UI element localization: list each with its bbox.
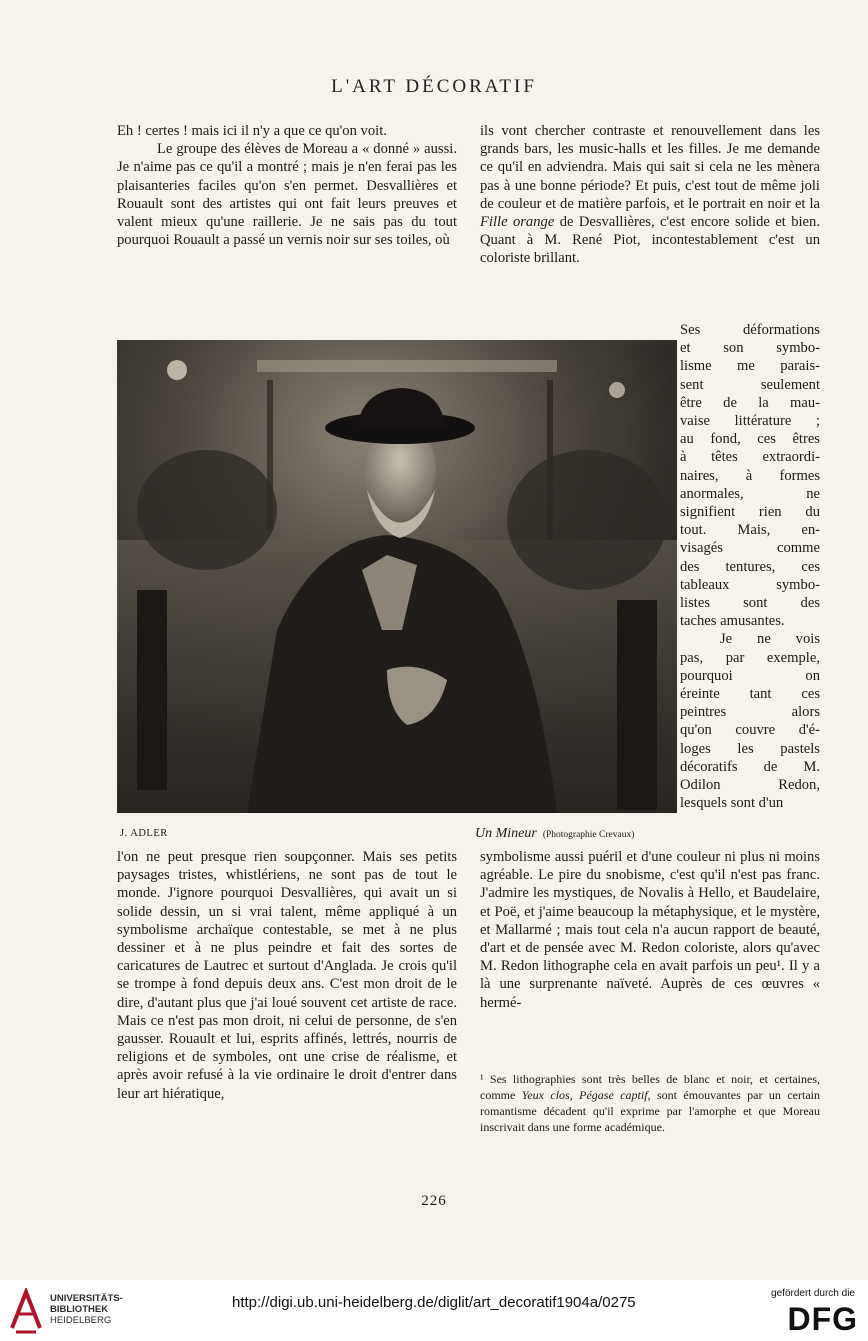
text-line: sent seulement xyxy=(680,376,820,393)
paragraph: l'on ne peut presque rien soupçonner. Mais ses petits paysages tristes, whistlériens, ne sont pas de tout le monde. J'ignore pourquoi Desvallières, qui avait un si solide dessin, un si vrai talent, même appliqué à un symbolisme archaïque contestable, se met à ne plus dessiner et à ne plus peindre et fait des sortes de caricatures de Lautrec et surtout d'Anglada. Je crois qu'il se trompe à fond depuis deux ans. C'est mon droit de le dire, d'autant plus que j'ai loué souvent cet artiste de race. Mais ce n'est pas mon droit, ni celui de personne, de s'en gausser. Rouault et lui, esprits affinés, lettrés, nourris de religions et de symboles, ont une crise de réalisme, et après avoir refusé à la vie ordinaire le droit d'entrer dans leur art hiératique, xyxy=(117,849,457,1102)
text-line: visagés comme xyxy=(680,540,820,557)
caption-title-credit xyxy=(475,826,634,842)
left-column-bottom xyxy=(117,848,457,1103)
text-run: ¹ Ses lithographies sont très belles de blanc et noir, et certaines, comme xyxy=(480,1072,820,1102)
uni-name-line: HEIDELBERG xyxy=(50,1315,112,1326)
left-column-top xyxy=(117,122,457,249)
right-column-bottom xyxy=(480,848,820,1012)
text-line: listes sont des xyxy=(680,595,820,612)
text-line: tableaux symbo- xyxy=(680,576,820,593)
text-run: ils vont chercher contraste et renouvellement dans les grands bars, les music-halls et les filles. Je me demande ce qu'il en adviendra. Mais qui sait si cela ne les mènera pas à une bonne période? Et puis, c'est tout de même joli de couleur et de matière parfois, et le portrait en noir et la xyxy=(480,123,820,212)
text-run: de Desvallières, c'est encore solide et bien. Quant à M. René Piot, incontestablement c'est un coloriste brillant. xyxy=(480,214,820,267)
text-line: vaise littérature ; xyxy=(680,413,820,430)
painting-reproduction xyxy=(117,340,677,813)
viewer-footer xyxy=(0,1280,868,1341)
text-line: des tentures, ces xyxy=(680,558,820,575)
uni-name-line: UNIVERSITÄTS- xyxy=(50,1293,123,1304)
right-column-top xyxy=(480,122,820,268)
painting-image xyxy=(117,340,677,813)
text-line: signifient rien du xyxy=(680,504,820,521)
text-line: être de la mau- xyxy=(680,394,820,411)
text-line: à têtes extraordi- xyxy=(680,449,820,466)
university-library-logo-icon[interactable] xyxy=(8,1288,44,1334)
text-line: peintres alors xyxy=(680,704,820,721)
artwork-titles: Yeux clos, Pégase captif xyxy=(521,1088,648,1102)
text-line: lesquels sont d'un xyxy=(680,795,784,812)
paragraph xyxy=(480,122,820,268)
paragraph: Le groupe des élèves de Moreau a « donné » aussi. Je n'aime pas ce qu'il a montré ; mais je n'en ferai pas les plaisanteries faciles qu'on s'en permet. Desvallières et Rouault sont des artistes qui ont fait leurs preuves et valent mieux qu'une raillerie. Je ne sais pas du tout pourquoi Rouault a passé un vernis noir sur ses toiles, où xyxy=(117,141,457,249)
caption-title: Un Mineur xyxy=(475,826,537,841)
right-column-wrap-around-image xyxy=(680,321,820,812)
text-line: pourquoi on xyxy=(680,667,820,684)
text-line: naires, à formes xyxy=(680,467,820,484)
text-line: éreinte tant ces xyxy=(680,686,820,703)
text-line: décoratifs de M. xyxy=(680,758,820,775)
permalink-url[interactable]: http://digi.ub.uni-heidelberg.de/diglit/art_decoratif1904a/0275 xyxy=(232,1294,636,1311)
university-library-name[interactable] xyxy=(50,1293,123,1326)
text-line: tout. Mais, en- xyxy=(680,522,820,539)
text-line: lisme me parais- xyxy=(680,358,820,375)
page-number: 226 xyxy=(421,1193,447,1209)
text-line: loges les pastels xyxy=(680,740,820,757)
footnote xyxy=(480,1071,820,1135)
text-line: anormales, ne xyxy=(680,485,820,502)
paragraph: symbolisme aussi puéril et d'une couleur ni plus ni moins agréable. Le pire du snobisme, c'est qu'il n'est pas franc. J'admire les mystiques, de Novalis à Hello, et Baudelaire, et Poë, et j'aime beaucoup la métaphysique, et le mystère, et Mallarmé ; mais tout cela n'a aucun rapport de beauté, d'art et de pensée avec M. Redon coloriste, alors qu'avec M. Redon lithographe cela en avait parfois un peu¹. Il y a là une surprenante naïveté. Auprès de ces œuvres « hermé- xyxy=(480,849,820,1011)
dfg-logo[interactable]: DFG xyxy=(787,1301,858,1337)
running-head: L'ART DÉCORATIF xyxy=(331,76,537,97)
text-line: Ses déformations xyxy=(680,322,820,338)
funding-note: gefördert durch die xyxy=(771,1288,855,1299)
caption-artist: J. ADLER xyxy=(120,828,168,839)
text-line: taches amusantes. xyxy=(680,613,785,630)
text-line: Je ne vois xyxy=(720,631,820,648)
artwork-title: Fille orange xyxy=(480,214,555,231)
text-line: au fond, ces êtres xyxy=(680,431,820,448)
text-line: pas, par exemple, xyxy=(680,649,820,666)
caption-credit: (Photographie Crevaux) xyxy=(542,830,635,840)
paragraph: Eh ! certes ! mais ici il n'y a que ce qu'on voit. xyxy=(117,123,387,139)
text-line: et son symbo- xyxy=(680,340,820,357)
text-line: Odilon Redon, xyxy=(680,777,820,794)
text-run: , sont émouvantes par un certain romantisme décadent qu'il exprime par l'amorphe et que Moreau inscrivait dans une forme académique. xyxy=(480,1088,820,1134)
uni-name-line: BIBLIOTHEK xyxy=(50,1304,109,1315)
text-line: qu'on couvre d'é- xyxy=(680,722,820,739)
